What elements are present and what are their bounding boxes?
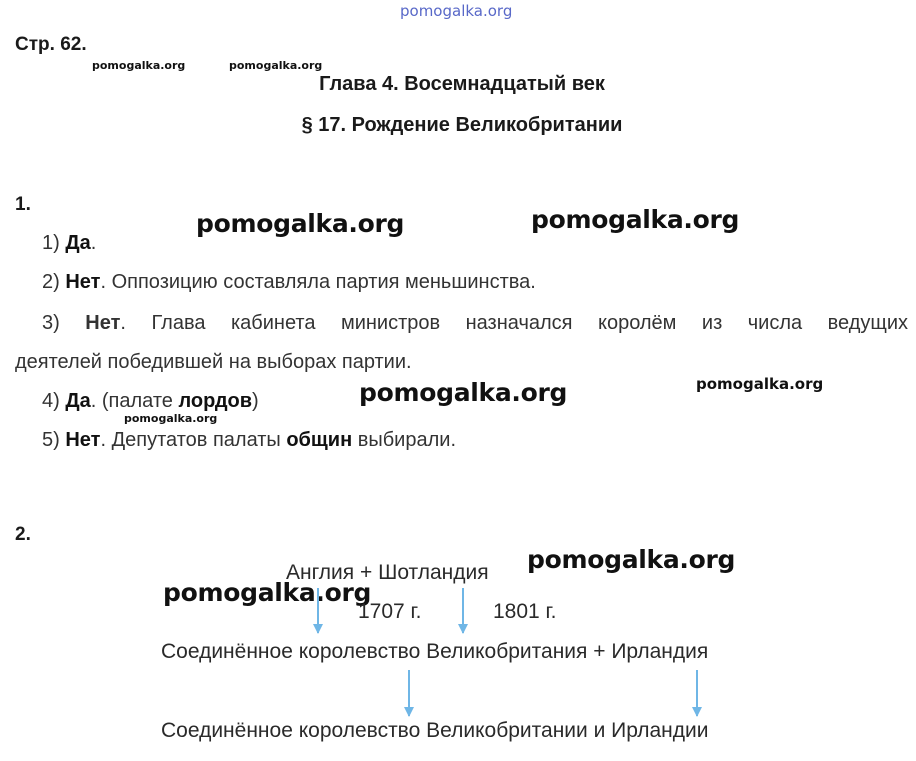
diagram-top-node: Англия + Шотландия — [286, 561, 489, 584]
watermark-small: pomogalka.org — [229, 59, 323, 72]
answer-text: . Оппозицию составляла партия меньшинства. — [100, 271, 536, 293]
watermark-small: pomogalka.org — [124, 412, 218, 425]
answer-text: . — [90, 232, 97, 254]
arrow-head — [692, 707, 702, 717]
task-number: 2. — [15, 524, 31, 545]
page-reference: Стр. 62. — [15, 34, 87, 55]
answer-prefix: 4) — [42, 390, 60, 412]
answer-continuation: деятелей победившей на выборах партии. — [15, 351, 412, 373]
watermark-large: pomogalka.org — [531, 205, 740, 234]
answer-verdict: Да — [65, 390, 91, 412]
answer-tail: ) — [252, 390, 259, 412]
diagram-bottom-node: Соединённое королевство Великобритании и Ирландии — [161, 719, 709, 742]
answer-verdict: Да — [65, 232, 91, 254]
answer-prefix: 2) — [42, 271, 60, 293]
section-title: § 17. Рождение Великобритании — [301, 114, 623, 136]
answer-prefix: 3) — [42, 312, 60, 334]
task-number: 1. — [15, 194, 31, 215]
chapter-title: Глава 4. Восемнадцатый век — [319, 73, 605, 95]
answer-verdict: Нет — [65, 429, 101, 451]
arrow-head — [313, 624, 323, 634]
watermark-medium: pomogalka.org — [696, 375, 824, 393]
answer-text: . Глава кабинета министров назначался королём из числа ведущих — [120, 312, 908, 334]
answer-prefix: 5) — [42, 429, 60, 451]
diagram-year-label: 1801 г. — [493, 600, 557, 623]
arrow-head — [404, 707, 414, 717]
answer-verdict: Нет — [65, 271, 101, 293]
answer-bold-word: общин — [286, 429, 353, 451]
watermark-top: pomogalka.org — [400, 2, 513, 20]
answer-verdict: Нет — [85, 312, 121, 334]
answer-text: . Депутатов палаты — [100, 429, 287, 451]
watermark-small: pomogalka.org — [92, 59, 186, 72]
arrow-head — [458, 624, 468, 634]
watermark-large: pomogalka.org — [196, 209, 405, 238]
answer-bold-word: лордов — [178, 390, 253, 412]
watermark-large: pomogalka.org — [163, 578, 372, 607]
answer-text: . (палате — [90, 390, 179, 412]
diagram-middle-node: Соединённое королевство Великобритания + Ирландия — [161, 640, 709, 663]
diagram-year-label: 1707 г. — [358, 600, 422, 623]
answer-prefix: 1) — [42, 232, 60, 254]
answer-tail: выбирали. — [352, 429, 456, 451]
watermark-large: pomogalka.org — [527, 545, 736, 574]
watermark-large: pomogalka.org — [359, 378, 568, 407]
